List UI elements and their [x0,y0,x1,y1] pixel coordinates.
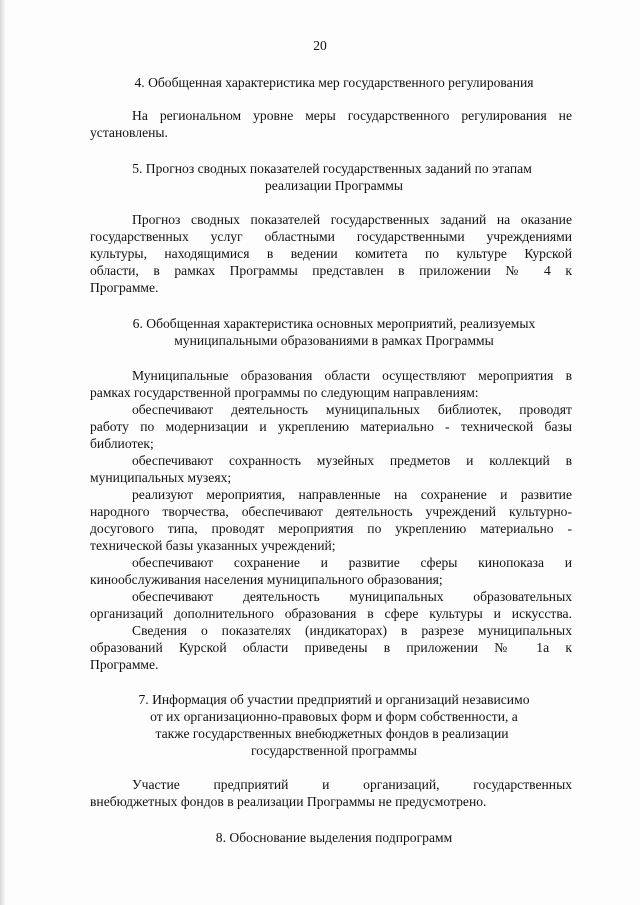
section-6-text-line: обеспечивают деятельность муниципальных библиотек, проводят [132,402,572,417]
section-6-text-line: технической базы указанных учреждений; [90,538,336,553]
section-6-text-line: обеспечивают сохранение и развитие сферы кинопоказа и [132,555,572,570]
section-6-text-line: образований Курской области приведены в приложении № 1а к [90,640,572,655]
section-5-text-line: Прогноз сводных показателей государственных заданий на оказание [132,212,572,227]
section-6-text-line: библиотек; [90,436,154,451]
section-6-text-line: народного творчества, обеспечивают деятельность учреждений культурно- [90,504,572,519]
section-5-heading-line: реализации Программы [265,178,403,193]
section-6-text-line: Сведения о показателях (индикаторах) в разрезе муниципальных [132,623,572,638]
section-7-heading-line: 7. Информация об участии предприятий и организаций независимо [138,692,530,707]
section-6-heading-line: муниципальными образованиями в рамках Программы [174,333,494,348]
section-6-text-line: кинообслуживания населения муниципального образования; [90,572,443,587]
section-6-text-line: Муниципальные образования области осуществляют мероприятия в [132,368,572,383]
section-6-text-line: муниципальных музеях; [90,470,232,485]
section-5-text-line: области, в рамках Программы представлен в приложении № 4 к [90,263,572,278]
section-6-text-line: обеспечивают деятельность муниципальных образовательных [132,589,572,604]
page-number: 20 [313,38,327,53]
section-4-text-line: На региональном уровне меры государственного регулирования не [132,108,572,123]
section-4-text-line: установлены. [90,125,168,140]
section-5-text-line: государственных услуг областными государственными учреждениями [90,229,572,244]
section-8-heading: 8. Обоснование выделения подпрограмм [215,830,453,845]
section-7-heading-line: от их организационно-правовых форм и форм собственности, а [150,709,518,724]
section-6-text-line: организаций дополнительного образования в сфере культуры и искусства. [90,606,572,621]
section-6-text-line: Программе. [90,657,159,672]
section-6-text-line: работу по модернизации и укреплению материально - технической базы [90,419,572,434]
section-6-text-line: рамках государственной программы по следующим направлениям: [90,385,479,400]
section-5-text-line: Программе. [90,280,159,295]
section-7-heading-line: также государственных внебюджетных фондов в реализации [155,726,509,741]
section-7-text-line: внебюджетных фондов в реализации Программы не предусмотрено. [90,794,487,809]
section-6-heading-line: 6. Обобщенная характеристика основных мероприятий, реализуемых [132,316,536,331]
section-5-heading-line: 5. Прогноз сводных показателей государственных заданий по этапам [132,161,532,176]
section-6-text-line: реализуют мероприятия, направленные на сохранение и развитие [132,487,572,502]
section-4-heading: 4. Обобщенная характеристика мер государственного регулирования [134,75,534,90]
section-7-text-line: Участие предприятий и организаций, государственных [132,777,572,792]
section-6-text-line: обеспечивают сохранность музейных предметов и коллекций в [132,453,572,468]
scan-edge-shadow [0,0,6,905]
section-5-text-line: культуры, находящимися в ведении комитета по культуре Курской [90,246,572,261]
section-7-heading-line: государственной программы [251,743,417,758]
section-6-text-line: досугового типа, проводят мероприятия по укреплению материально - [90,521,572,536]
